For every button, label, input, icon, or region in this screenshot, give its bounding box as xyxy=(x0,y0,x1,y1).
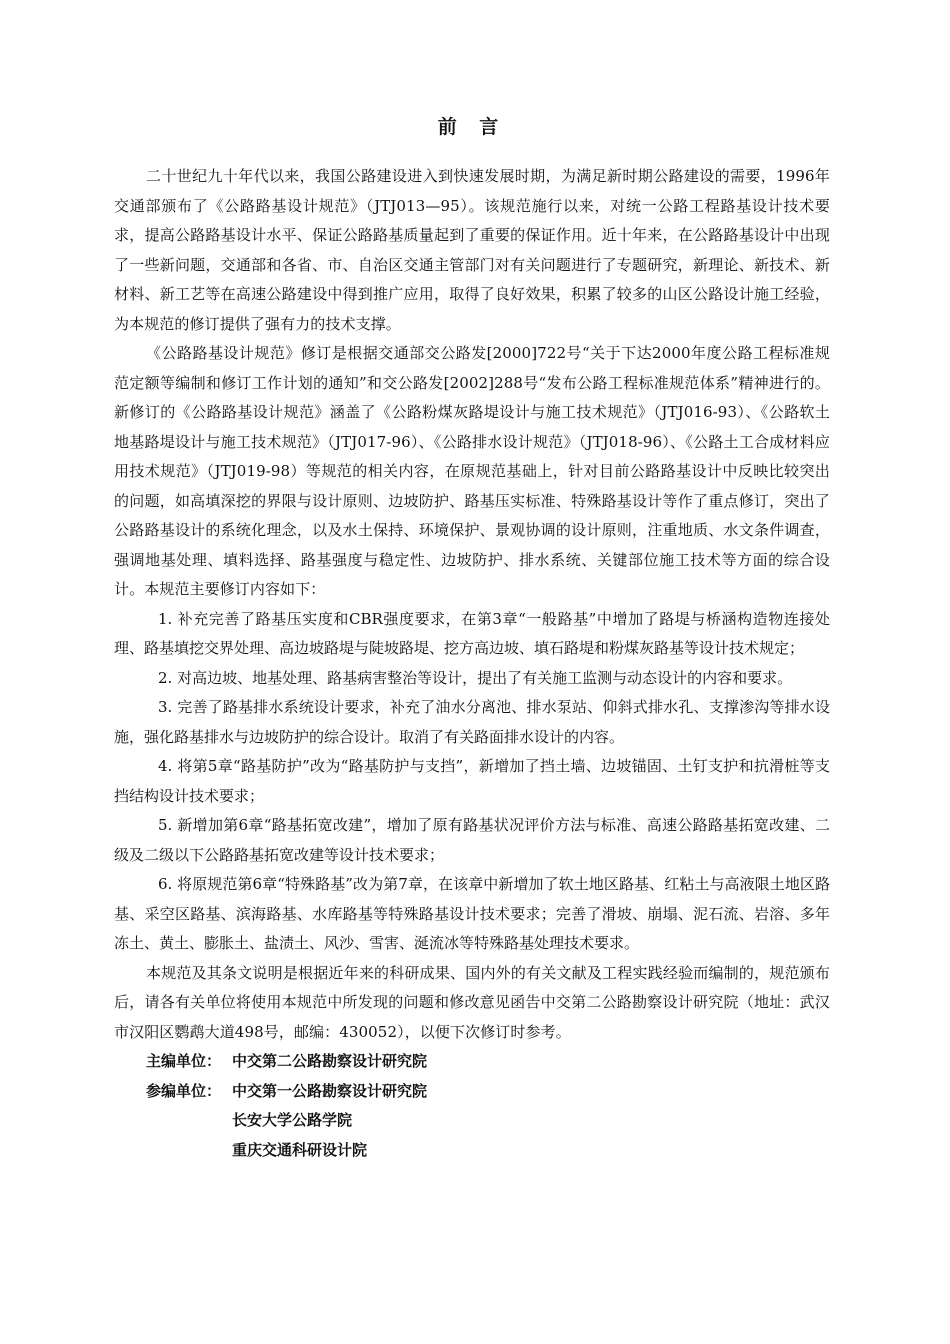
revision-item-6: 6. 将原规范第6章“特殊路基”改为第7章，在该章中新增加了软土地区路基、红粘土与高液限土地区路基、采空区路基、滨海路基、水库路基等特殊路基设计技术要求；完善了滑坡、崩塌、泥石流、岩溶、多年冻土、黄土、膨胀土、盐渍土、风沙、雪害、涎流冰等特殊路基处理技术要求。 xyxy=(114,875,830,952)
revision-item-5: 5. 新增加第6章“路基拓宽改建”，增加了原有路基状况评价方法与标准、高速公路路基拓宽改建、二级及二级以下公路路基拓宽改建等设计技术要求； xyxy=(114,816,830,864)
paragraph-revision-basis: 《公路路基设计规范》修订是根据交通部交公路发[2000]722号“关于下达2000年度公路工程标准规范定额等编制和修订工作计划的通知”和交公路发[2002]288号“发布公路工程标准规范体系”精神进行的。新修订的《公路路基设计规范》涵盖了《公路粉煤灰路堤设计与施工技术规范》（JTJ016-93）、《公路软土地基路堤设计与施工技术规范》（JTJ017-96）、《公路排水设计规范》（JTJ018-96）、《公路土工合成材料应用技术规范》（JTJ019-98）等规范的相关内容，在原规范基础上，针对目前公路路基设计中反映比较突出的问题，如高填深挖的界限与设计原则、边坡防护、路基压实标准、特殊路基设计等作了重点修订，突出了公路路基设计的系统化理念，以及水土保持、环境保护、景观协调的设计原则，注重地质、水文条件调查，强调地基处理、填料选择、路基强度与稳定性、边坡防护、排水系统、关键部位施工技术等方面的综合设计。本规范主要修订内容如下： xyxy=(114,344,830,598)
participating-row-2 xyxy=(146,1106,830,1136)
revision-item-1: 1. 补充完善了路基压实度和CBR强度要求，在第3章“一般路基”中增加了路堤与桥涵构造物连接处理、路基填挖交界处理、高边坡路堤与陡坡路堤、挖方高边坡、填石路堤和粉煤灰路基等设计技术规定； xyxy=(114,609,830,657)
participating-unit-2: 长安大学公路学院 xyxy=(232,1111,353,1129)
chief-editor-unit: 中交第二公路勘察设计研究院 xyxy=(232,1052,428,1070)
paragraph-intro: 二十世纪九十年代以来，我国公路建设进入到快速发展时期，为满足新时期公路建设的需要，1996年交通部颁布了《公路路基设计规范》（JTJ013—95）。该规范施行以来，对统一公路工程路基设计技术要求，提高公路路基设计水平、保证公路路基质量起到了重要的保证作用。近十年来，在公路路基设计中出现了一些新问题，交通部和各省、市、自治区交通主管部门对有关问题进行了专题研究，新理论、新技术、新材料、新工艺等在高速公路建设中得到推广应用，取得了良好效果，积累了较多的山区公路设计施工经验，为本规范的修订提供了强有力的技术支撑。 xyxy=(114,167,830,333)
participating-row-1 xyxy=(146,1077,830,1107)
participating-row-3 xyxy=(146,1136,830,1166)
revision-item-2: 2. 对高边坡、地基处理、路基病害整治等设计，提出了有关施工监测与动态设计的内容和要求。 xyxy=(158,668,793,687)
document-page xyxy=(114,112,830,1165)
revision-item-4: 4. 将第5章“路基防护”改为“路基防护与支挡”，新增加了挡土墙、边坡锚固、土钉支护和抗滑桩等支挡结构设计技术要求； xyxy=(114,757,830,805)
revision-item-3: 3. 完善了路基排水系统设计要求，补充了油水分离池、排水泵站、仰斜式排水孔、支撑渗沟等排水设施，强化路基排水与边坡防护的综合设计。取消了有关路面排水设计的内容。 xyxy=(114,698,830,746)
paragraph-closing: 本规范及其条文说明是根据近年来的科研成果、国内外的有关文献及工程实践经验而编制的，规范颁布后，请各有关单位将使用本规范中所发现的问题和修改意见函告中交第二公路勘察设计研究院（地址：武汉市汉阳区鹦鹉大道498号，邮编：430052），以便下次修订时参考。 xyxy=(114,963,830,1041)
chief-editor-row xyxy=(146,1047,830,1077)
participating-unit-1: 中交第一公路勘察设计研究院 xyxy=(232,1081,428,1100)
participating-unit-3: 重庆交通科研设计院 xyxy=(232,1140,368,1159)
participating-label: 参编单位： xyxy=(146,1081,222,1100)
chief-editor-label: 主编单位： xyxy=(146,1052,222,1070)
credits-block xyxy=(114,1047,830,1165)
page-title: 前 言 xyxy=(437,116,507,138)
